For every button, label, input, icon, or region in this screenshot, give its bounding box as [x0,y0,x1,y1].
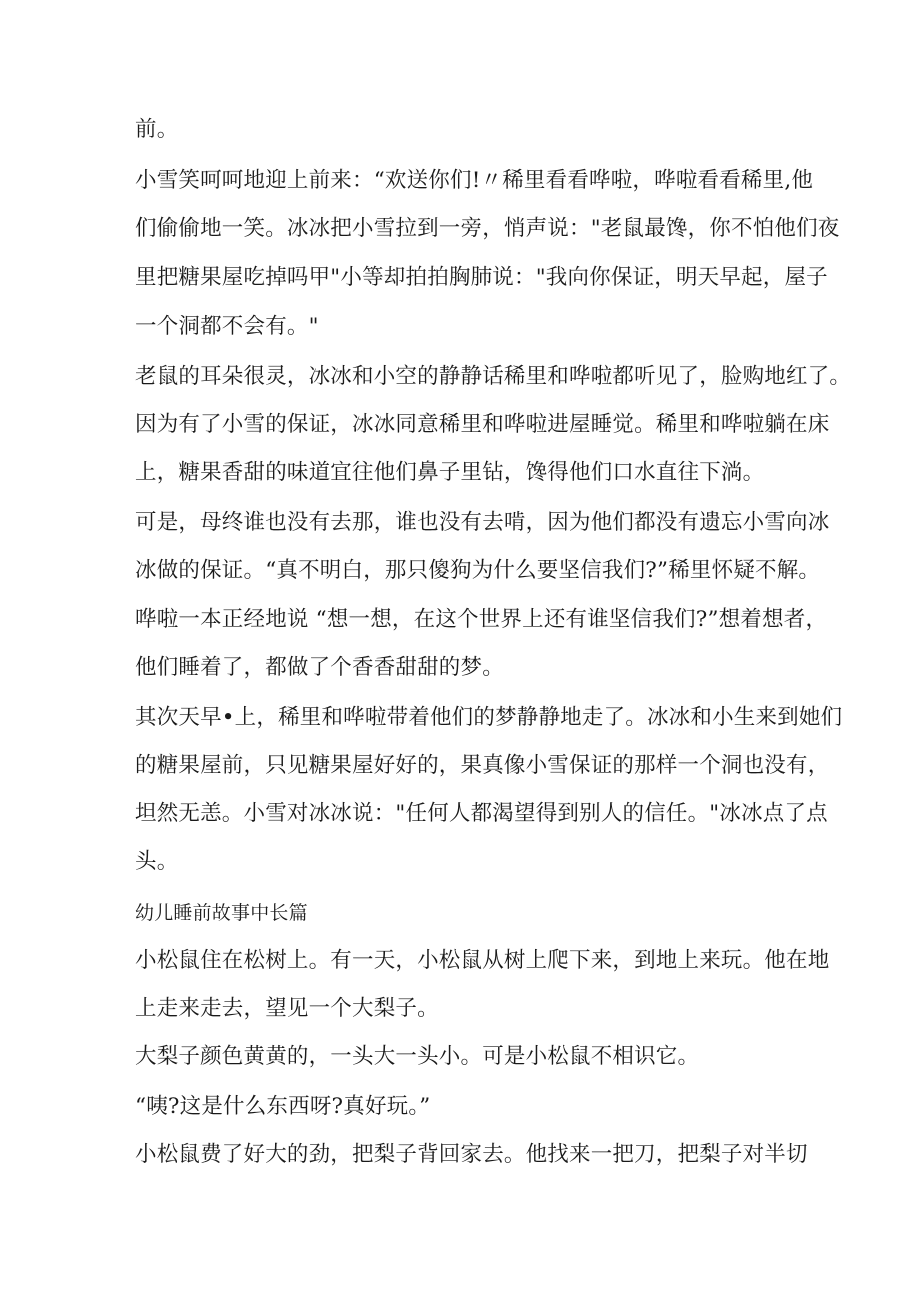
text-line: 冰做的保证。“真不明白，那只傻狗为什么要坚信我们?”稀里怀疑不解。 [135,558,821,583]
text-line: 小雪笑呵呵地迎上前来：“欢送你们!〃稀里看看哗啦，哗啦看看稀里,他 [135,168,814,193]
text-line: 的糖果屋前，只见糖果屋好好的，果真像小雪保证的那样一个洞也没有， [135,753,830,778]
text-line: 老鼠的耳朵很灵，冰冰和小空的静静话稀里和哗啦都听见了，脸购地红了。 [135,364,852,389]
text-line: 他们睡着了，都做了个香香甜甜的梦。 [135,655,504,680]
text-line: 小松鼠住在松树上。有一天，小松鼠从树上爬下来，到地上来玩。他在地 [135,948,830,973]
text-line: 可是，母终谁也没有去那，谁也没有去啃，因为他们都没有遗忘小雪向冰 [135,510,830,535]
text-line: 头。 [135,849,179,874]
text-line: 哗啦一本正经地说 “想一想，在这个世界上还有谁坚信我们?”想着想者， [135,607,828,632]
text-line: 小松鼠费了好大的劲，把梨子背回家去。他找来一把刀，把梨子对半切 [135,1142,808,1167]
text-line: 里把糖果屋吃掉吗甲"小等却拍拍胸肺说："我向你保证，明天早起，屋子 [135,265,828,290]
text-line: 大梨子颜色黄黄的，一头大一头小。可是小松鼠不相识它。 [135,1044,700,1069]
text-line: 上走来走去，望见一个大梨子。 [135,996,439,1021]
text-line: 们偷偷地一笑。冰冰把小雪拉到一旁，悄声说："老鼠最馋，你不怕他们夜 [135,216,840,241]
text-line: 因为有了小雪的保证，冰冰同意稀里和哗啦进屋睡觉。稀里和哗啦躺在床 [135,412,830,437]
text-line: 坦然无恙。小雪对冰冰说："任何人都渴望得到别人的信任。"冰冰点了点 [135,801,828,826]
text-line: “咦?这是什么东西呀?真好玩。” [135,1094,431,1119]
text-line: 一个洞都不会有。" [135,314,319,339]
section-heading: 幼儿睡前故事中长篇 [135,902,308,924]
text-line: 上，糖果香甜的味道宜往他们鼻子里钻，馋得他们口水直往下淌。 [135,460,765,485]
text-line: 前。 [135,117,179,142]
text-line: 其次天早•上，稀里和哗啦带着他们的梦静静地走了。冰冰和小生来到她们 [135,705,843,730]
